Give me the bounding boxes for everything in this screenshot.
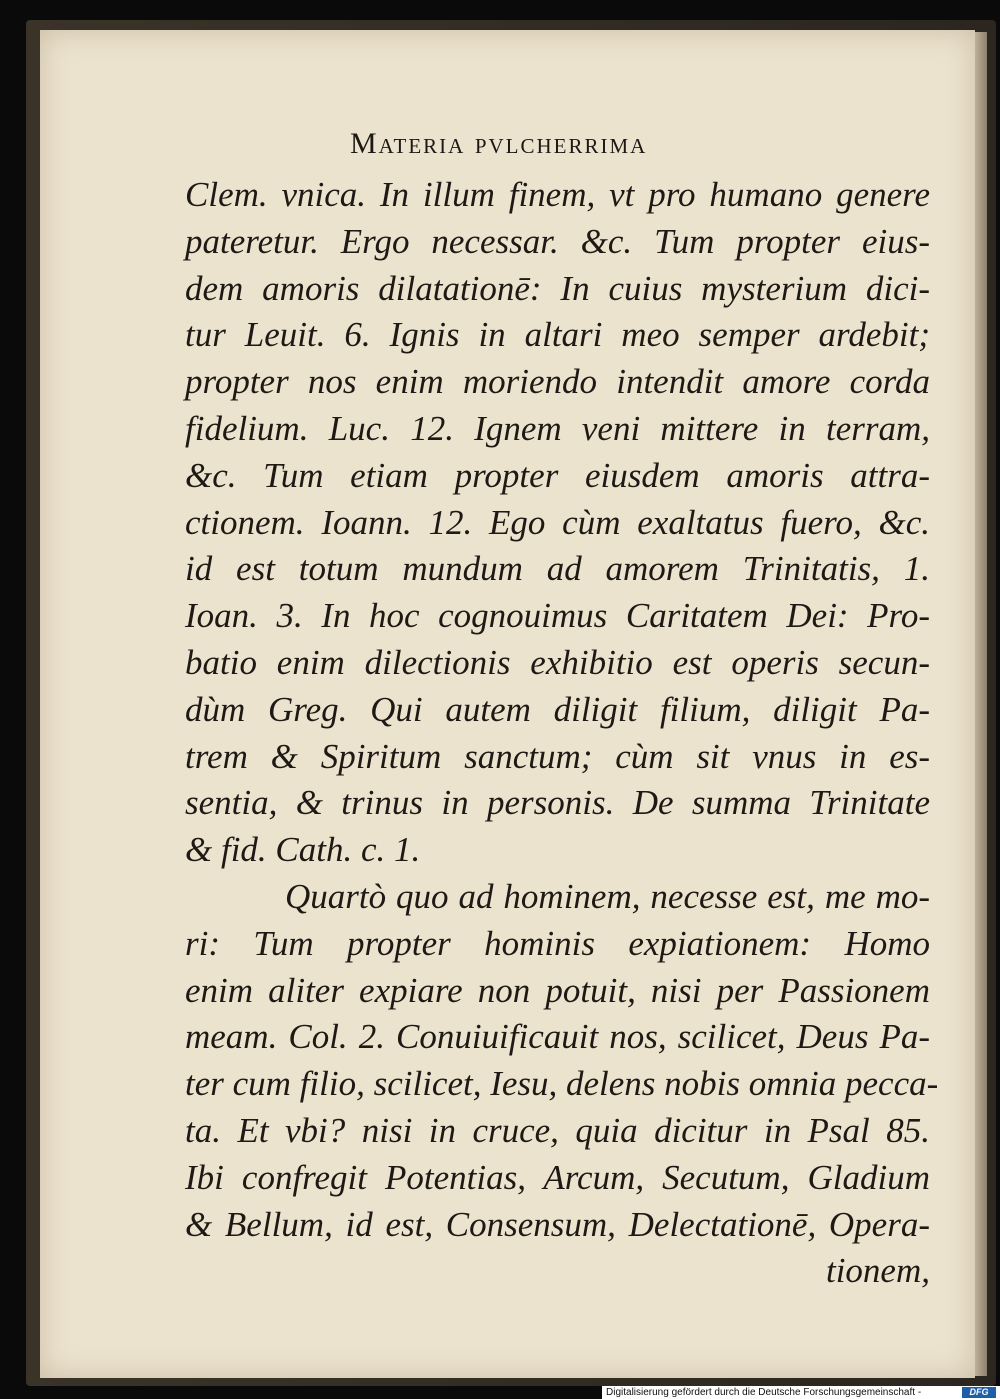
text-line: ctionem. Ioann. 12. Ego cùm exaltatus fuero, &c. xyxy=(185,502,930,542)
running-head: Materia pvlcherrima xyxy=(350,127,648,160)
text-line: enim aliter expiare non potuit, nisi per Passionem xyxy=(185,970,930,1010)
page-body-text xyxy=(185,172,939,1295)
text-line: pateretur. Ergo necessar. &c. Tum propter eius- xyxy=(185,221,930,261)
text-line: trem & Spiritum sanctum; cùm sit vnus in es- xyxy=(185,736,930,776)
text-line: tur Leuit. 6. Ignis in altari meo semper ardebit; xyxy=(185,315,930,355)
dfg-logo: DFG xyxy=(962,1387,996,1398)
text-line: &c. Tum etiam propter eiusdem amoris attra- xyxy=(185,455,930,495)
text-line: Clem. vnica. In illum finem, vt pro humano genere xyxy=(185,175,930,214)
text-line: ta. Et vbi? nisi in cruce, quia dicitur in Psal 85. xyxy=(185,1110,930,1150)
text-line: ter cum filio, scilicet, Iesu, delens nobis omnia pecca- xyxy=(185,1064,939,1104)
text-line: batio enim dilectionis exhibitio est operis secun- xyxy=(185,642,930,682)
text-line: propter nos enim moriendo intendit amore corda xyxy=(185,362,930,402)
text-line: Ibi confregit Potentias, Arcum, Secutum, Gladium xyxy=(185,1157,930,1197)
text-line: id est totum mundum ad amorem Trinitatis, 1. xyxy=(185,549,930,589)
text-line: dem amoris dilatationē: In cuius mysterium dici- xyxy=(185,268,930,308)
text-line: ri: Tum propter hominis expiationem: Homo xyxy=(185,923,930,963)
text-line: & fid. Cath. c. 1. xyxy=(185,830,421,870)
text-line: Ioan. 3. In hoc cognouimus Caritatem Dei: Pro- xyxy=(185,596,930,636)
text-line: meam. Col. 2. Conuiuificauit nos, scilicet, Deus Pa- xyxy=(185,1017,930,1057)
text-line: sentia, & trinus in personis. De summa Trinitate xyxy=(185,783,930,823)
text-line: & Bellum, id est, Consensum, Delectationē, Opera- xyxy=(185,1204,930,1244)
page-fore-edge xyxy=(975,32,987,1376)
text-line: fidelium. Luc. 12. Ignem veni mittere in terram, xyxy=(185,408,930,448)
digitization-credit: Digitalisierung gefördert durch die Deutsche Forschungsgemeinschaft - xyxy=(606,1387,922,1398)
paragraph-first-line: Quartò quo ad hominem, necesse est, me mo- xyxy=(285,876,930,916)
text-line: dùm Greg. Qui autem diligit filium, diligit Pa- xyxy=(185,689,930,729)
catchword: tionem, xyxy=(825,1251,930,1291)
